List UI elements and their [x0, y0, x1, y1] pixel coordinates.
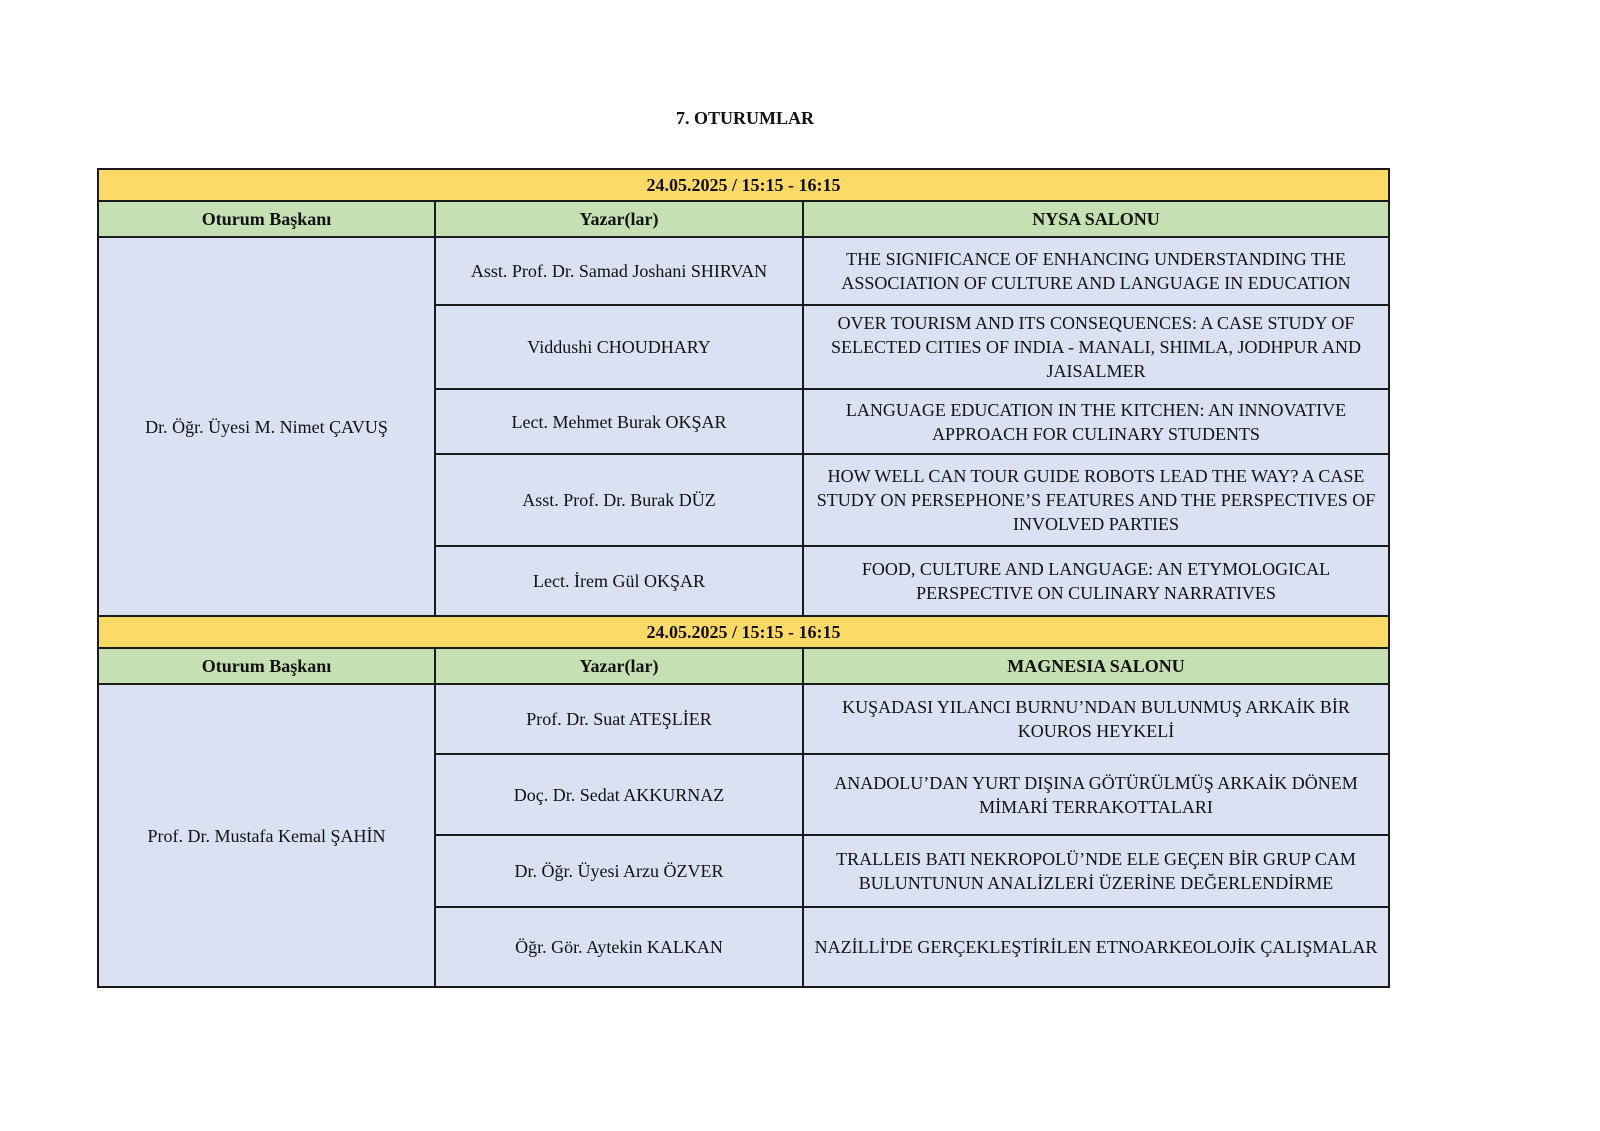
- paper-author: Doç. Dr. Sedat AKKURNAZ: [435, 754, 803, 835]
- paper-title: LANGUAGE EDUCATION IN THE KITCHEN: AN INNOVATIVE APPROACH FOR CULINARY STUDENTS: [803, 389, 1389, 454]
- paper-author: Asst. Prof. Dr. Samad Joshani SHIRVAN: [435, 237, 803, 305]
- paper-author: Asst. Prof. Dr. Burak DÜZ: [435, 454, 803, 546]
- session-1-date-row: [98, 169, 1389, 201]
- authors-column-header: Yazar(lar): [435, 201, 803, 237]
- paper-title: ANADOLU’DAN YURT DIŞINA GÖTÜRÜLMÜŞ ARKAİK DÖNEM MİMARİ TERRAKOTTALARI: [803, 754, 1389, 835]
- paper-title: NAZİLLİ'DE GERÇEKLEŞTİRİLEN ETNOARKEOLOJİK ÇALIŞMALAR: [803, 907, 1389, 987]
- chair-column-header: Oturum Başkanı: [98, 648, 435, 684]
- table-row: [98, 684, 1389, 754]
- authors-column-header: Yazar(lar): [435, 648, 803, 684]
- paper-author: Lect. İrem Gül OKŞAR: [435, 546, 803, 616]
- session-2-header-row: [98, 648, 1389, 684]
- paper-title: TRALLEIS BATI NEKROPOLÜ’NDE ELE GEÇEN BİR GRUP CAM BULUNTUNUN ANALİZLERİ ÜZERİNE DEĞERLENDİRME: [803, 835, 1389, 907]
- sessions-table: [97, 168, 1390, 988]
- session-2-date-row: [98, 616, 1389, 648]
- paper-title: HOW WELL CAN TOUR GUIDE ROBOTS LEAD THE WAY? A CASE STUDY ON PERSEPHONE’S FEATURES AND THE PERSPECTIVES OF INVOLVED PARTIES: [803, 454, 1389, 546]
- chair-column-header: Oturum Başkanı: [98, 201, 435, 237]
- table-row: [98, 237, 1389, 305]
- session-chair: Dr. Öğr. Üyesi M. Nimet ÇAVUŞ: [98, 237, 435, 616]
- session-chair: Prof. Dr. Mustafa Kemal ŞAHİN: [98, 684, 435, 987]
- paper-author: Dr. Öğr. Üyesi Arzu ÖZVER: [435, 835, 803, 907]
- paper-title: FOOD, CULTURE AND LANGUAGE: AN ETYMOLOGICAL PERSPECTIVE ON CULINARY NARRATIVES: [803, 546, 1389, 616]
- paper-author: Prof. Dr. Suat ATEŞLİER: [435, 684, 803, 754]
- session-1-header-row: [98, 201, 1389, 237]
- session-datetime: 24.05.2025 / 15:15 - 16:15: [98, 169, 1389, 201]
- paper-title: OVER TOURISM AND ITS CONSEQUENCES: A CASE STUDY OF SELECTED CITIES OF INDIA - MANALI, SHIMLA, JODHPUR AND JAISALMER: [803, 305, 1389, 389]
- page-title: 7. OTURUMLAR: [676, 108, 814, 128]
- hall-column-header: NYSA SALONU: [803, 201, 1389, 237]
- paper-title: KUŞADASI YILANCI BURNU’NDAN BULUNMUŞ ARKAİK BİR KOUROS HEYKELİ: [803, 684, 1389, 754]
- session-datetime: 24.05.2025 / 15:15 - 16:15: [98, 616, 1389, 648]
- paper-title: THE SIGNIFICANCE OF ENHANCING UNDERSTANDING THE ASSOCIATION OF CULTURE AND LANGUAGE IN EDUCATION: [803, 237, 1389, 305]
- hall-column-header: MAGNESIA SALONU: [803, 648, 1389, 684]
- paper-author: Lect. Mehmet Burak OKŞAR: [435, 389, 803, 454]
- paper-author: Viddushi CHOUDHARY: [435, 305, 803, 389]
- paper-author: Öğr. Gör. Aytekin KALKAN: [435, 907, 803, 987]
